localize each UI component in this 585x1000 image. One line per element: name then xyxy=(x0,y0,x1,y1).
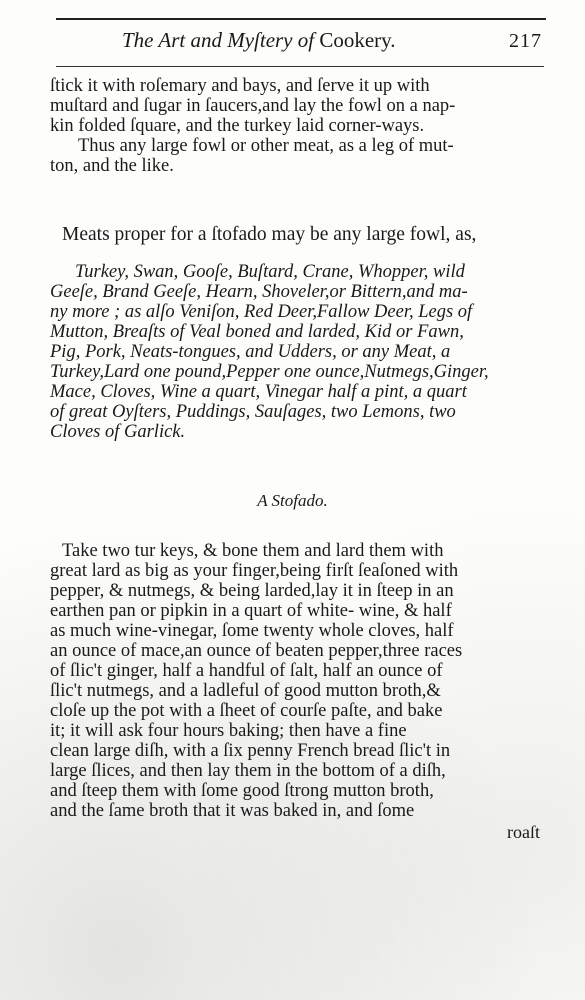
ingredient-line: Geeſe, Brand Geeſe, Hearn, Shoveler,or Bittern,and ma- xyxy=(50,282,468,302)
text-line: as much wine-vinegar, ſome twenty whole cloves, half xyxy=(50,621,454,641)
text-line: kin folded ſquare, and the turkey laid corner-ways. xyxy=(50,116,425,136)
text-line: Thus any large fowl or other meat, as a leg of mut- xyxy=(78,136,454,156)
page-number: 217 xyxy=(509,30,542,52)
text-line: Take two tur keys, & bone them and lard them with xyxy=(62,541,444,561)
running-title-italic: The Art and Myſtery of xyxy=(122,28,315,52)
ingredient-line: Cloves of Garlick. xyxy=(50,422,186,442)
ingredient-line: Mutton, Breaſts of Veal boned and larded, Kid or Fawn, xyxy=(50,322,464,342)
ingredient-line: ny more ; as alſo Veniſon, Red Deer,Fallow Deer, Legs of xyxy=(50,302,473,322)
paragraph-2: Meats proper for a ſtofado may be any large fowl, as, xyxy=(62,224,477,245)
catchword: roaſt xyxy=(507,822,540,842)
text-line: pepper, & nutmegs, & being larded,lay it in ſteep in an xyxy=(50,581,454,601)
text-line: cloſe up the pot with a ſheet of courſe paſte, and bake xyxy=(50,701,443,721)
ingredient-line: Turkey,Lard one pound,Pepper one ounce,Nutmegs,Ginger, xyxy=(50,362,489,382)
text-line: ſlic't nutmegs, and a ladleful of good mutton broth,& xyxy=(50,681,441,701)
text-line: ton, and the like. xyxy=(50,156,174,176)
text-line: an ounce of mace,an ounce of beaten pepper,three races xyxy=(50,641,463,661)
text-line: it; it will ask four hours baking; then have a fine xyxy=(50,721,407,741)
text-line: and ſteep them with ſome good ſtrong mutton broth, xyxy=(50,781,434,801)
text-line: and the ſame broth that it was baked in, and ſome xyxy=(50,801,415,821)
recipe-heading: A Stofado. xyxy=(257,491,328,510)
text-line: clean large diſh, with a ſix penny French bread ſlic't in xyxy=(50,741,451,761)
running-title-roman: Cookery. xyxy=(314,28,396,52)
header-rule xyxy=(56,66,544,67)
text-line: ſtick it with roſemary and bays, and ſerve it up with xyxy=(50,76,430,96)
ingredient-line: Mace, Cloves, Wine a quart, Vinegar half a pint, a quart xyxy=(50,382,467,402)
text-line: large ſlices, and then lay them in the bottom of a diſh, xyxy=(50,761,446,781)
ingredient-line: Turkey, Swan, Gooſe, Buſtard, Crane, Whopper, wild xyxy=(75,262,465,282)
text-line: of ſlic't ginger, half a handful of ſalt, half an ounce of xyxy=(50,661,443,681)
ingredient-line: of great Oyſters, Puddings, Sauſages, two Lemons, two xyxy=(50,402,456,422)
page-header xyxy=(48,24,548,64)
running-title xyxy=(122,28,396,53)
ingredient-line: Pig, Pork, Neats-tongues, and Udders, or any Meat, a xyxy=(50,342,451,362)
text-line: earthen pan or pipkin in a quart of white- wine, & half xyxy=(50,601,452,621)
top-rule xyxy=(56,18,546,20)
text-line: muſtard and ſugar in ſaucers,and lay the fowl on a nap- xyxy=(50,96,456,116)
text-line: great lard as big as your finger,being firſt ſeaſoned with xyxy=(50,561,459,581)
